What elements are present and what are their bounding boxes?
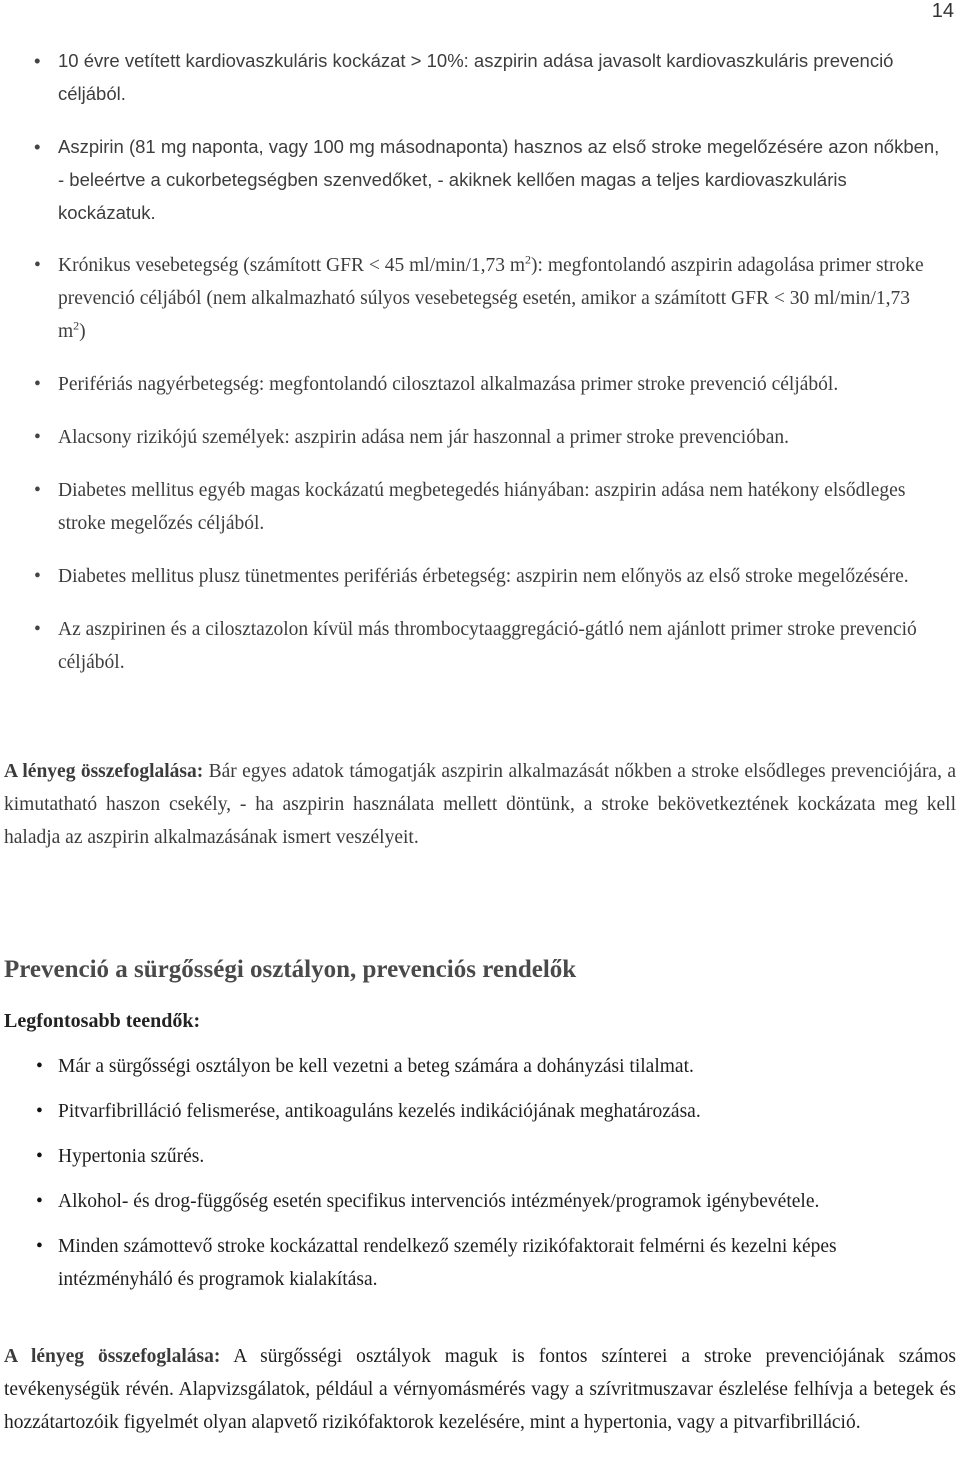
list-item bbox=[0, 1050, 960, 1083]
list-item bbox=[0, 249, 960, 348]
superscript: 2 bbox=[73, 318, 80, 333]
list-item-text: Krónikus vesebetegség (számított GFR < 45 ml/min/1,73 m bbox=[58, 255, 526, 276]
list-item-text: ) bbox=[79, 321, 86, 342]
list-item bbox=[0, 368, 960, 401]
superscript: 2 bbox=[525, 252, 532, 267]
list-item-text: 10 évre vetített kardiovaszkuláris kockázat > 10%: aszpirin adása javasolt kardiovaszkuláris prevenció céljából. bbox=[58, 50, 894, 104]
list-item-text: Diabetes mellitus egyéb magas kockázatú megbetegedés hiányában: aszpirin adása nem hatékony elsődleges stroke megelőzés céljából. bbox=[58, 480, 906, 534]
summary-paragraph bbox=[4, 1340, 956, 1439]
list-item-text: Aszpirin (81 mg naponta, vagy 100 mg másodnaponta) hasznos az első stroke megelőzésére azon nőkben, - beleértve a cukorbetegségben szenvedőket, - akiknek kellően magas a teljes kardiovaszkuláris kockázatuk. bbox=[58, 136, 940, 223]
list-item-text: Már a sürgősségi osztályon be kell vezetni a beteg számára a dohányzási tilalmat. bbox=[58, 1056, 694, 1077]
section-subtitle: Legfontosabb teendők: bbox=[4, 1010, 201, 1032]
list-item bbox=[0, 474, 960, 540]
summary-text: A sürgősségi osztályok maguk is fontos színterei a stroke prevenciójának számos tevékenységük révén. Alapvizsgálatok, például a vérnyomásmérés vagy a szívritmuszavar észlelése felhívja a betegek és hozzátartozóik figyelmét olyan alapvető rizikófaktorok kezelésére, mint a hypertonia, vagy a pitvarfibrilláció. bbox=[4, 1346, 957, 1433]
page-number: 14 bbox=[931, 0, 954, 22]
list-item-text: Alkohol- és drog-függőség esetén specifikus intervenciós intézmények/programok igénybevétele. bbox=[58, 1191, 820, 1212]
list-item bbox=[0, 1140, 960, 1173]
summary-text: Bár egyes adatok támogatják aszpirin alkalmazását nőkben a stroke elsődleges prevenciójára, a kimutatható haszon csekély, - ha aszpirin használata mellett döntünk, a stroke bekövetkeztének kockázata meg kell haladja az aszpirin alkalmazásának ismert veszélyeit. bbox=[4, 761, 956, 848]
recommendation-list bbox=[0, 44, 960, 699]
list-item-text: Az aszpirinen és a cilosztazolon kívül más thrombocytaaggregáció-gátló nem ajánlott primer stroke prevenció céljából. bbox=[58, 619, 917, 673]
summary-paragraph bbox=[4, 755, 956, 854]
task-list bbox=[0, 1050, 960, 1308]
list-item bbox=[0, 1185, 960, 1218]
list-item bbox=[0, 1095, 960, 1128]
section-title: Prevenció a sürgősségi osztályon, prevenciós rendelők bbox=[4, 956, 577, 983]
list-item-text: Diabetes mellitus plusz tünetmentes perifériás érbetegség: aszpirin nem előnyös az első stroke megelőzésére. bbox=[58, 566, 909, 587]
list-item-text: Perifériás nagyérbetegség: megfontolandó cilosztazol alkalmazása primer stroke prevenció céljából. bbox=[58, 374, 839, 395]
list-item bbox=[0, 44, 960, 110]
list-item-text: ): megfontolandó aszpirin adagolása primer stroke prevenció céljából (nem alkalmazható súlyos vesebetegség esetén, amikor a számított GFR < 30 ml/min/1,73 m bbox=[58, 255, 924, 342]
summary-label: A lényeg összefoglalása: bbox=[4, 761, 204, 782]
list-item bbox=[0, 130, 960, 229]
list-item bbox=[0, 1230, 960, 1296]
summary-label: A lényeg összefoglalása: bbox=[4, 1346, 221, 1367]
list-item bbox=[0, 421, 960, 454]
list-item-text: Hypertonia szűrés. bbox=[58, 1146, 205, 1167]
list-item-text: Pitvarfibrilláció felismerése, antikoaguláns kezelés indikációjának meghatározása. bbox=[58, 1101, 701, 1122]
list-item bbox=[0, 560, 960, 593]
list-item bbox=[0, 613, 960, 679]
list-item-text: Minden számottevő stroke kockázattal rendelkező személy rizikófaktorait felmérni és kezelni képes intézményháló és programok kialakítása. bbox=[58, 1236, 837, 1290]
list-item-text: Alacsony rizikójú személyek: aszpirin adása nem jár haszonnal a primer stroke prevencióban. bbox=[58, 427, 789, 448]
